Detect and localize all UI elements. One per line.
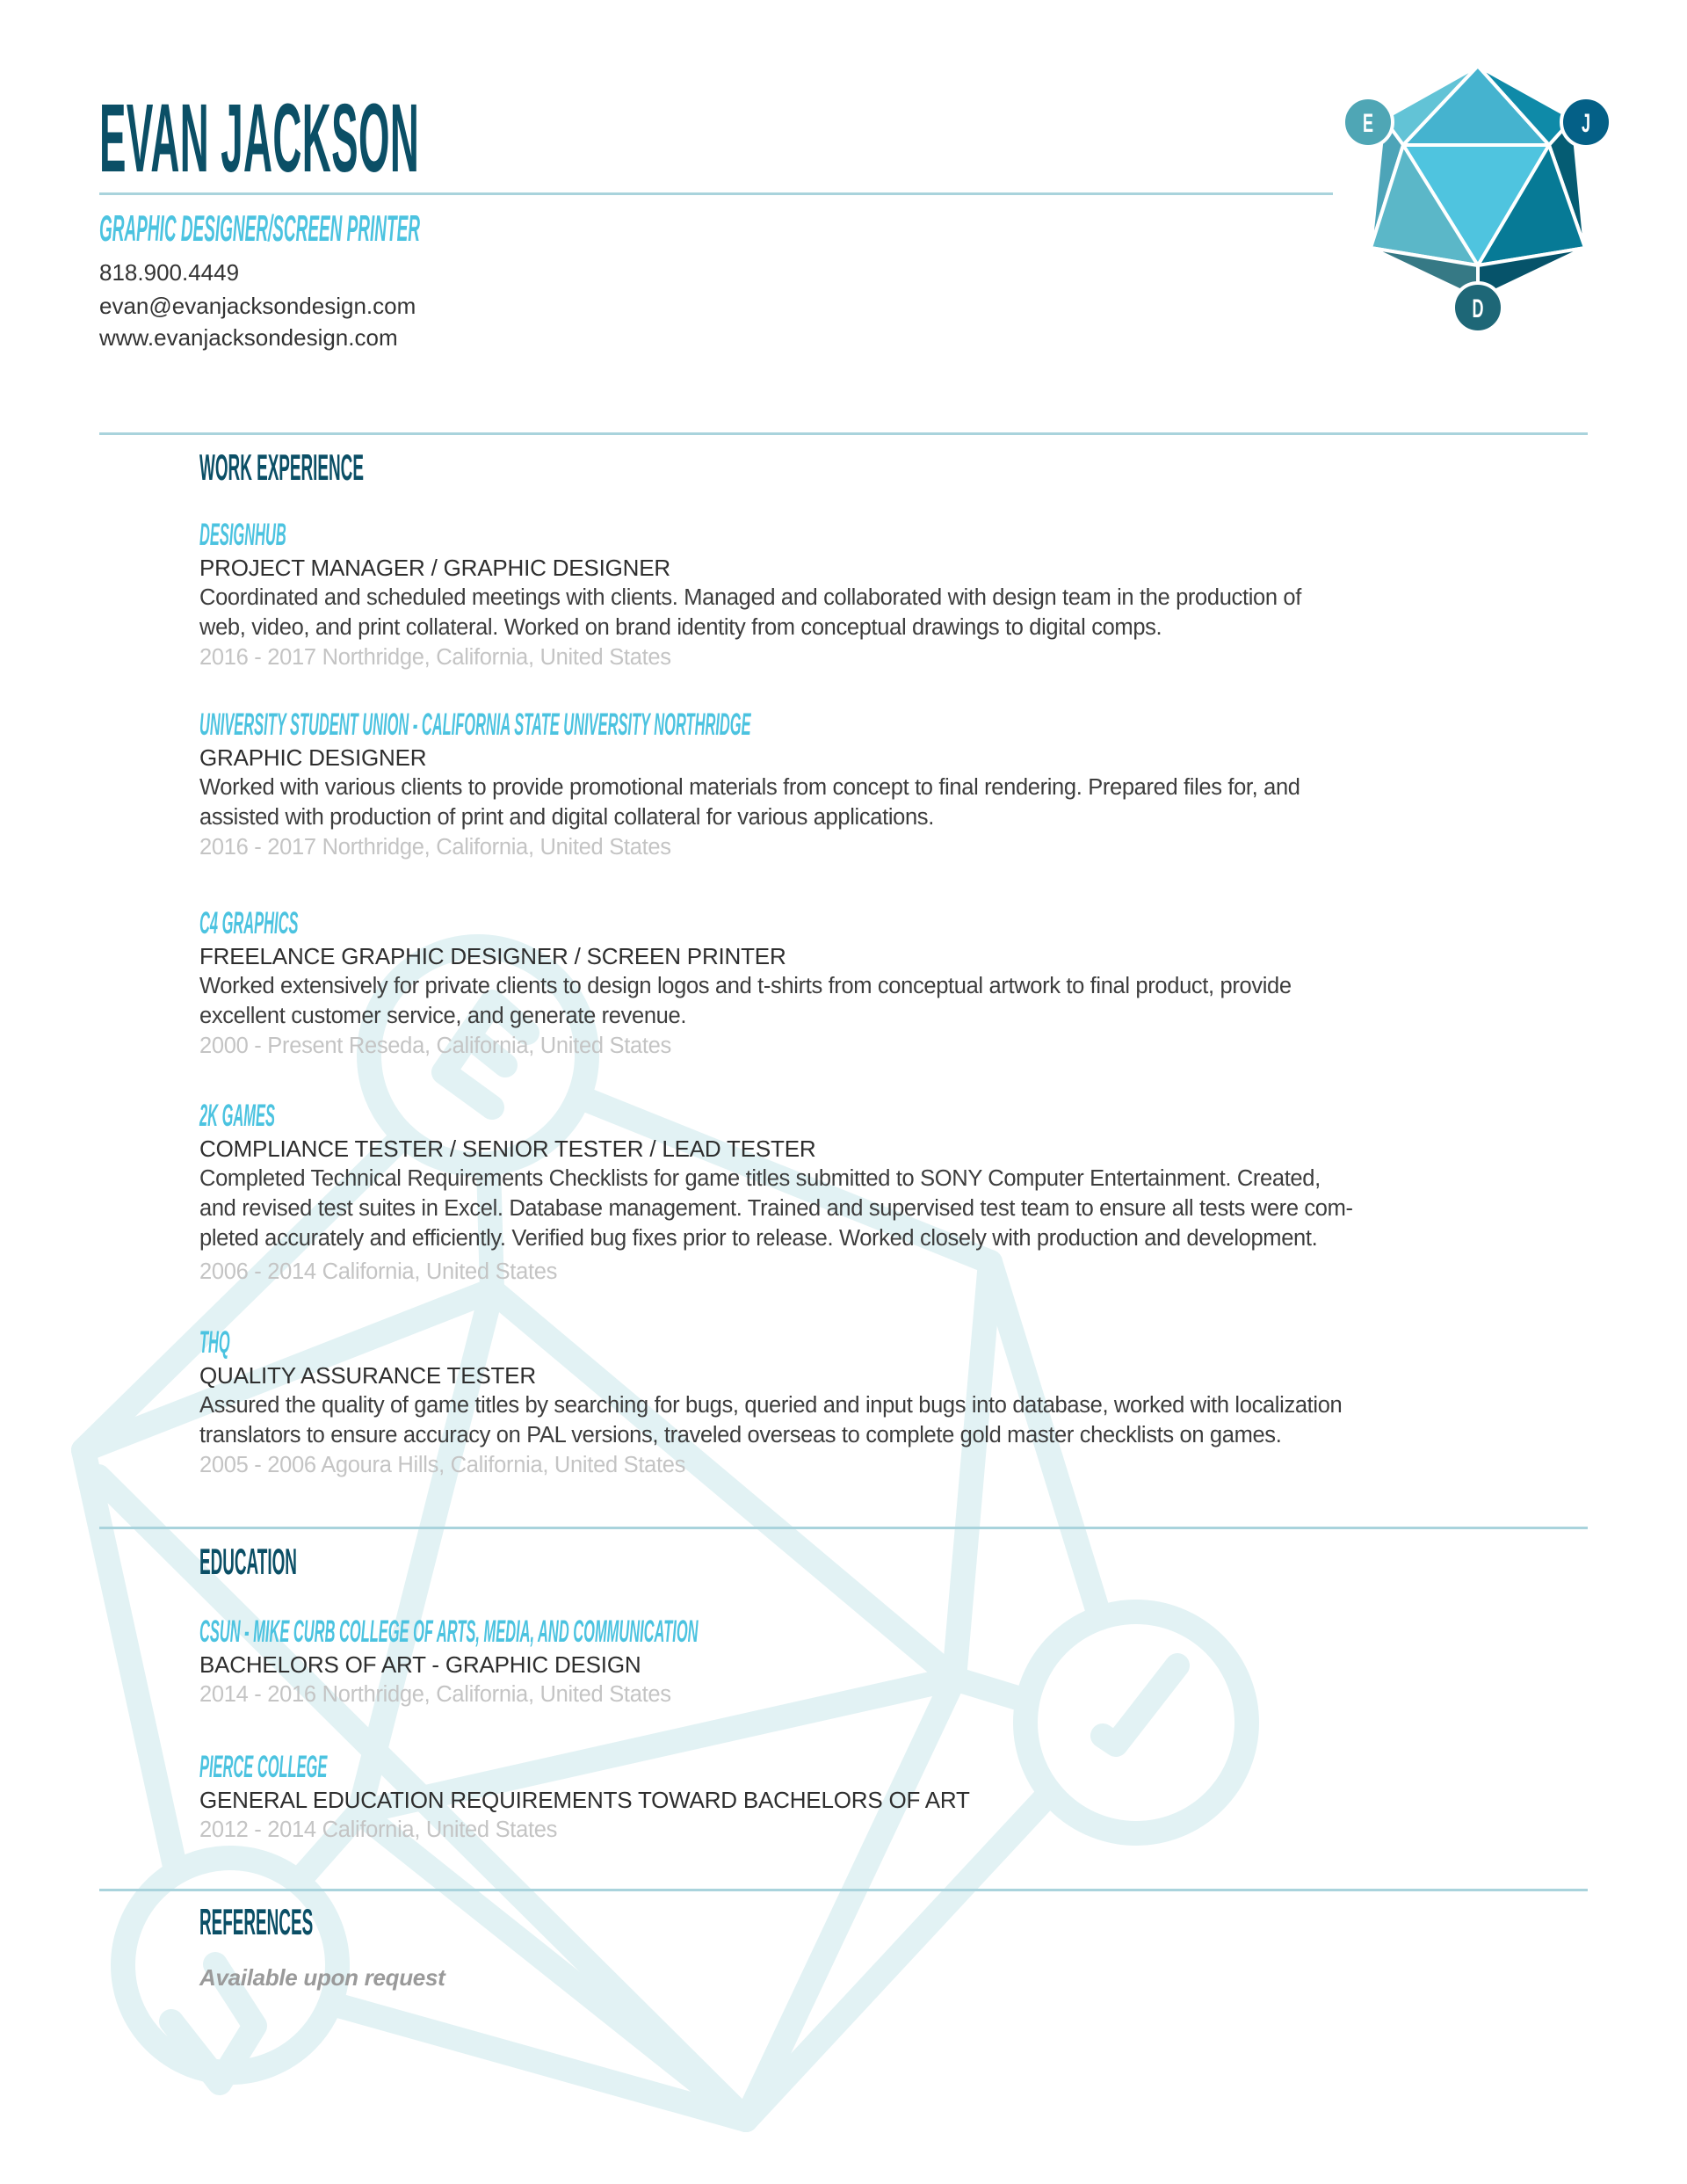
contact-phone: 818.900.4449 <box>99 259 240 286</box>
job-description-line: and revised test suites in Excel. Database management. Trained and supervised test team to ensure all tests were com- <box>199 1196 1353 1221</box>
work-entry <box>199 518 1301 672</box>
icosahedron-monogram-logo-icon <box>1336 53 1634 343</box>
education-heading <box>199 1540 416 1584</box>
logo-letter-j: J <box>1581 109 1591 139</box>
job-date-location: 2005 - 2006 Agoura Hills, California, United States <box>199 1453 686 1477</box>
job-description-line: Coordinated and scheduled meetings with clients. Managed and collaborated with design team in the production of <box>199 585 1301 610</box>
job-description-line: excellent customer service, and generate revenue. <box>199 1004 687 1028</box>
candidate-name <box>99 86 871 192</box>
school-name <box>199 1614 1260 1650</box>
education-date-location: 2014 - 2016 Northridge, California, United States <box>199 1682 671 1707</box>
work-entry <box>199 707 1372 862</box>
company-name <box>199 906 1292 941</box>
job-title: COMPLIANCE TESTER / SENIOR TESTER / LEAD TESTER <box>199 1136 816 1162</box>
education-date-location: 2012 - 2014 California, United States <box>199 1818 558 1842</box>
references-divider <box>99 1889 1588 1891</box>
job-description-line: Completed Technical Requirements Checklists for game titles submitted to SONY Computer Entertainment. Created, <box>199 1166 1321 1191</box>
job-title: GRAPHIC DESIGNER <box>199 744 427 771</box>
school-name-text: CSUN - MIKE CURB COLLEGE OF ARTS, MEDIA, AND COMMUNICATION <box>199 1614 699 1649</box>
candidate-name-text: EVAN JACKSON <box>99 84 420 192</box>
job-description-line: Assured the quality of game titles by searching for bugs, queried and input bugs into database, worked with localization <box>199 1393 1343 1418</box>
references-heading-text: REFERENCES <box>199 1901 314 1942</box>
company-name-text: THQ <box>199 1325 230 1360</box>
degree: BACHELORS OF ART - GRAPHIC DESIGN <box>199 1651 641 1678</box>
logo-letter-d: D <box>1472 294 1484 324</box>
job-title: FREELANCE GRAPHIC DESIGNER / SCREEN PRINTER <box>199 943 786 969</box>
job-title: QUALITY ASSURANCE TESTER <box>199 1362 536 1389</box>
work-experience-heading-text: WORK EXPERIENCE <box>199 446 364 488</box>
logo-letter-e: E <box>1362 109 1374 139</box>
work-experience-heading <box>199 446 564 490</box>
education-entry <box>199 1750 970 1845</box>
references-heading <box>199 1900 452 1944</box>
references-note: Available upon request <box>199 1964 445 1991</box>
company-name <box>199 518 1301 553</box>
education-entry <box>199 1614 1260 1709</box>
work-entry <box>199 1325 1342 1480</box>
work-entry <box>199 1099 1353 1287</box>
job-date-location: 2006 - 2014 California, United States <box>199 1259 558 1284</box>
company-name-text: 2K GAMES <box>199 1099 275 1133</box>
job-description-line: Worked extensively for private clients to design logos and t-shirts from conceptual artwork to final product, provide <box>199 974 1292 998</box>
job-date-location: 2016 - 2017 Northridge, California, United States <box>199 835 671 860</box>
company-name-text: UNIVERSITY STUDENT UNION - CALIFORNIA STATE UNIVERSITY NORTHRIDGE <box>199 707 751 742</box>
company-name <box>199 1325 1342 1360</box>
job-subtitle <box>99 209 808 248</box>
job-subtitle-text: GRAPHIC DESIGNER/SCREEN PRINTER <box>99 207 420 249</box>
school-name-text: PIERCE COLLEGE <box>199 1750 328 1784</box>
education-heading-text: EDUCATION <box>199 1541 297 1582</box>
education-divider <box>99 1527 1588 1529</box>
work-divider <box>99 432 1588 435</box>
company-name <box>199 1099 1353 1134</box>
contact-email[interactable]: evan@evanjacksondesign.com <box>99 293 416 319</box>
degree: GENERAL EDUCATION REQUIREMENTS TOWARD BACHELORS OF ART <box>199 1787 970 1813</box>
company-name-text: DESIGNHUB <box>199 518 286 552</box>
company-name-text: C4 GRAPHICS <box>199 906 299 940</box>
job-description-line: pleted accurately and efficiently. Verified bug fixes prior to release. Worked closely with production and development. <box>199 1226 1318 1251</box>
job-date-location: 2016 - 2017 Northridge, California, United States <box>199 645 671 670</box>
header-divider <box>99 192 1333 195</box>
job-date-location: 2000 - Present Reseda, California, United States <box>199 1034 671 1058</box>
company-name <box>199 707 1372 743</box>
job-description-line: assisted with production of print and digital collateral for various applications. <box>199 805 934 830</box>
job-description-line: translators to ensure accuracy on PAL versions, traveled overseas to complete gold master checklists on games. <box>199 1423 1282 1448</box>
job-title: PROJECT MANAGER / GRAPHIC DESIGNER <box>199 555 670 581</box>
job-description-line: web, video, and print collateral. Worked on brand identity from conceptual drawings to digital comps. <box>199 615 1162 640</box>
contact-website[interactable]: www.evanjacksondesign.com <box>99 324 398 351</box>
work-entry <box>199 906 1292 1061</box>
job-description-line: Worked with various clients to provide promotional materials from concept to final rendering. Prepared files for, and <box>199 775 1300 800</box>
school-name <box>199 1750 970 1785</box>
